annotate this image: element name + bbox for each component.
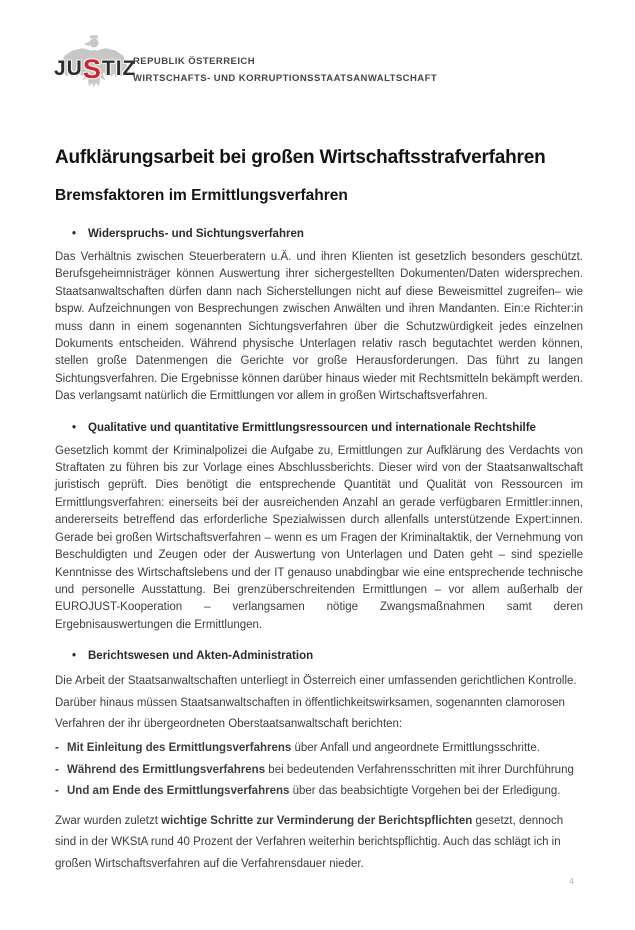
closing-pre: Zwar wurden zuletzt: [55, 814, 162, 827]
page-title: Aufklärungsarbeit bei großen Wirtschaftsstrafverfahren: [55, 147, 546, 168]
section-paragraph: Gesetzlich kommt der Kriminalpolizei die Aufgabe zu, Ermittlungen zur Aufklärung des Verdachts von Straftaten zu führen bis zur Vorlage eines Abschlussberichts. Dieser wird von der Staatsanwaltschaft juristisch geprüft. Dies benötigt die entsprechende Quantität und Qualität von Ressourcen im Ermittlungsverfahren: einerseits bei der ausreichenden Anzahl an gerade verfügbaren Ermittler:innen, andererseits betreffend das erforderliche Spezialwissen durch allenfalls unterstützende Expert:innen. Gerade bei großen Wirtschaftsverfahren – wenn es um Fragen der Kriminaltaktik, der Vernehmung von Beschuldigten und Zeugen oder der Auswertung von Unterlagen und Daten geht – sind spezielle Kenntnisse des Wirtschaftslebens und der IT genauso unabdingbar wie eine entsprechende technische und personelle Ausstattung. Bei grenzüberschreitenden Ermittlungen – vor allem außerhalb der EUROJUST-Kooperation – verlangsamen nötige Zwangsmaßnahmen samt deren Ergebnisauswertungen die Ermittlungen.: [55, 444, 583, 631]
section-heading-label: Berichtswesen und Akten-Administration: [88, 650, 314, 663]
dash-marker: -: [55, 785, 59, 798]
list-item: [55, 781, 583, 803]
organization-header: [133, 53, 437, 87]
page-subtitle: Bremsfaktoren im Ermittlungsverfahren: [55, 187, 348, 204]
list-item-rest: bei bedeutenden Verfahrensschritten mit ihrer Durchführung: [265, 763, 574, 776]
section-heading-widerspruchsverfahren: [55, 226, 583, 242]
list-item: [55, 760, 583, 782]
logo-word-pre: JU: [54, 57, 83, 80]
bullet-marker: •: [72, 650, 77, 663]
list-item-rest: über Anfall und angeordnete Ermittlungsschritte.: [291, 741, 540, 754]
dash-marker: -: [55, 763, 59, 776]
list-item-bold: Mit Einleitung des Ermittlungsverfahrens: [67, 741, 292, 754]
dash-marker: -: [55, 741, 59, 754]
bullet-marker: •: [72, 421, 77, 434]
closing-paragraph: [55, 811, 583, 876]
list-item-text: [67, 738, 583, 760]
list-item-bold: Und am Ende des Ermittlungsverfahrens: [67, 785, 290, 798]
list-item-text: [67, 760, 583, 782]
closing-post: gesetzt, dennoch sind in der WKStA rund 40 Prozent der Verfahren weiterhin berichtspflichtig. Auch das schlägt ich in großen Wirtschaftsverfahren auf die Verfahrensdauer nieder.: [55, 814, 564, 870]
section-paragraph: Das Verhältnis zwischen Steuerberatern u.Ä. und ihren Klienten ist gesetzlich besonders geschützt. Berufsgeheimnisträger können Auswertung ihrer sichergestellten Dokumenten/Daten widersprechen. Staatsanwaltschaften dürfen dann nach Sicherstellungen nicht auf diese Beweismittel zugreifen– wie bspw. Aufzeichnungen von Besprechungen zwischen Anwälten und ihren Mandanten. Ein:e Richter:in muss dann in einem sogenannten Sichtungsverfahren über die Schutzwürdigkeit jedes einzelnen Dokuments entscheiden. Während physische Unterlagen relativ rasch begutachtet werden können, stellen große Datenmengen die Gerichte vor große Herausforderungen. Das führt zu langen Sichtungsverfahren. Die Ergebnisse können darüber hinaus wieder mit Rechtsmitteln bekämpft werden. Das verlangsamt natürlich die Ermittlungen vor allem in großen Wirtschaftsverfahren.: [55, 251, 583, 403]
closing-bold: wichtige Schritte zur Verminderung der Berichtspflichten: [161, 814, 473, 827]
list-item: [55, 738, 583, 760]
logo-word-accent: S: [82, 54, 102, 84]
list-item-bold: Während des Ermittlungsverfahrens: [67, 763, 266, 776]
org-line-1: REPUBLIK ÖSTERREICH: [133, 56, 256, 67]
org-line-2: WIRTSCHAFTS- UND KORRUPTIONSSTAATSANWALTSCHAFT: [133, 73, 438, 84]
bullet-marker: •: [72, 228, 77, 240]
list-item-rest: über das beabsichtigte Vorgehen bei der Erledigung.: [289, 785, 561, 798]
reporting-obligations-list: [55, 738, 583, 803]
section-paragraph: Die Arbeit der Staatsanwaltschaften unterliegt in Österreich einer umfassenden gerichtlichen Kontrolle. Darüber hinaus müssen Staatsanwaltschaften in öffentlichkeitswirksamen, sogenannten clamorosen Verfahren der ihr übergeordneten Oberstaatsanwaltschaft berichten:: [55, 675, 577, 731]
list-item-text: [67, 781, 583, 803]
section-heading-label: Widerspruchs- und Sichtungsverfahren: [88, 228, 304, 240]
document-body: [55, 146, 583, 875]
section-heading-label: Qualitative und quantitative Ermittlungsressourcen und internationale Rechtshilfe: [88, 421, 536, 434]
section-heading-ermittlungsressourcen: [55, 420, 583, 436]
page-number: 4: [569, 876, 574, 886]
logo-word-post: TIZ: [101, 57, 137, 80]
logo-wordmark: [54, 54, 137, 85]
justiz-logo: [50, 34, 138, 98]
section-heading-berichtswesen: [55, 648, 583, 664]
